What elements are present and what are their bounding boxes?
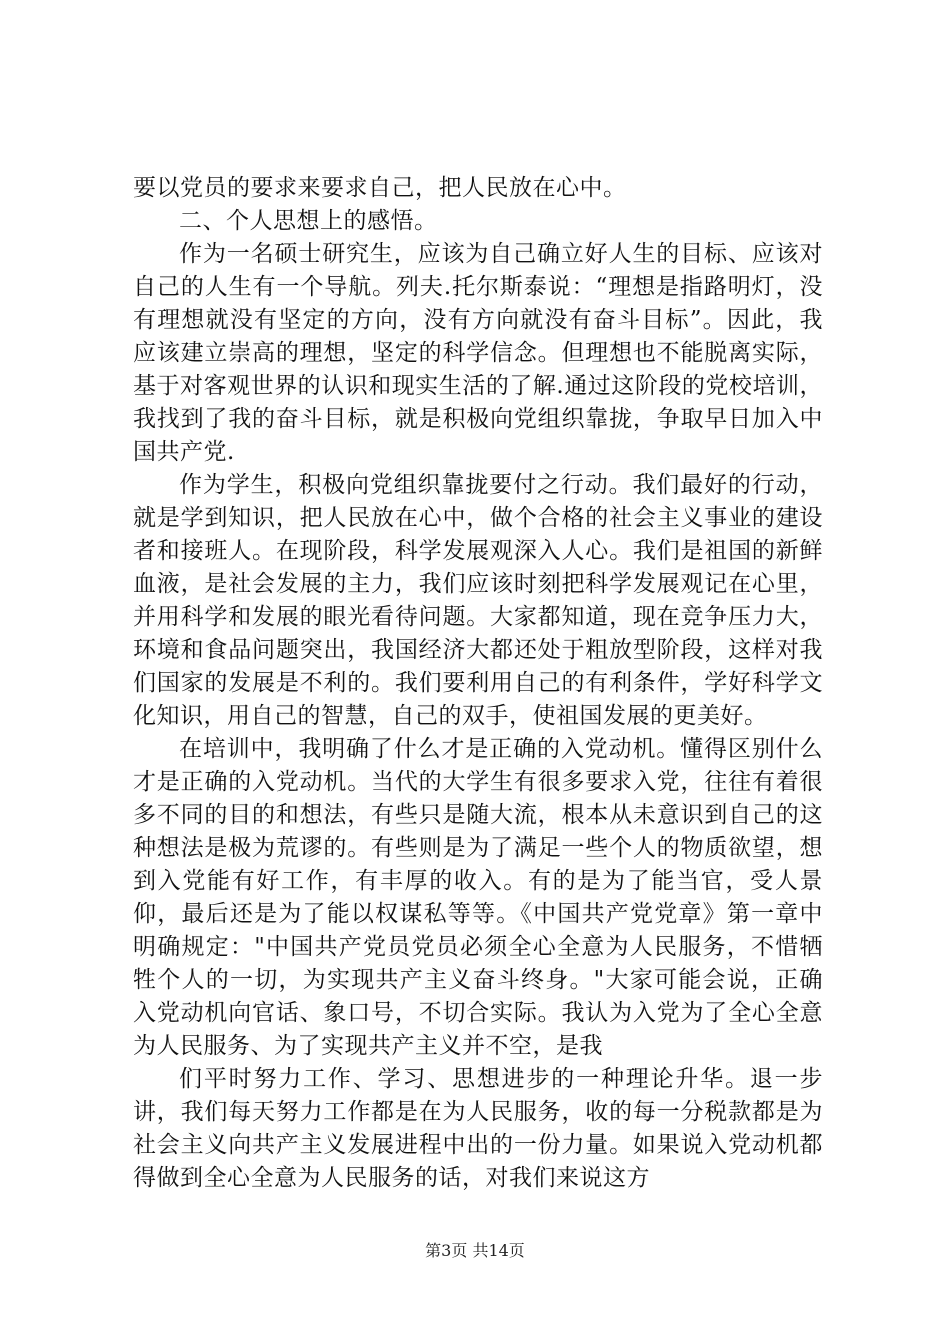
paragraph-6: 们平时努力工作、学习、思想进步的一种理论升华。退一步讲，我们每天努力工作都是在为人民服务，收的每一分税款都是为社会主义向共产主义发展进程中出的一份力量。如果说入党动机都得做到全心全意为人民服务的话，对我们来说这方	[133, 1066, 823, 1191]
page-number-footer: 第3页 共14页	[425, 1241, 525, 1260]
paragraph-3: 作为一名硕士研究生，应该为自己确立好人生的目标、应该对自己的人生有一个导航。列夫.托尔斯泰说：“理想是指路明灯，没有理想就没有坚定的方向，没有方向就没有奋斗目标”。因此，我应该建立崇高的理想，坚定的科学信念。但理想也不能脱离实际，基于对客观世界的认识和现实生活的了解.通过这阶段的党校培训，我找到了我的奋斗目标，就是积极向党组织靠拢，争取早日加入中国共产党.	[133, 241, 823, 465]
paragraph-5: 在培训中，我明确了什么才是正确的入党动机。懂得区别什么才是正确的入党动机。当代的大学生有很多要求入党，往往有着很多不同的目的和想法，有些只是随大流，根本从未意识到自己的这种想法是极为荒谬的。有些则是为了满足一些个人的物质欲望，想到入党能有好工作，有丰厚的收入。有的是为了能当官，受人景仰，最后还是为了能以权谋私等等。《中国共产党党章》第一章中明确规定："中国共产党员党员必须全心全意为人民服务，不惜牺牲个人的一切，为实现共产主义奋斗终身。"大家可能会说，正确入党动机向官话、象口号，不切合实际。我认为入党为了全心全意为人民服务、为了实现共产主义并不空，是我	[133, 736, 823, 1059]
paragraph-1: 要以党员的要求来要求自己，把人民放在心中。	[133, 175, 627, 201]
paragraph-4: 作为学生，积极向党组织靠拢要付之行动。我们最好的行动，就是学到知识，把人民放在心中，做个合格的社会主义事业的建设者和接班人。在现阶段，科学发展观深入人心。我们是祖国的新鲜血液，是社会发展的主力，我们应该时刻把科学发展观记在心里，并用科学和发展的眼光看待问题。大家都知道，现在竞争压力大，环境和食品问题突出，我国经济大都还处于粗放型阶段，这样对我们国家的发展是不利的。我们要利用自己的有利条件，学好科学文化知识，用自己的智慧，自己的双手，使祖国发展的更美好。	[133, 472, 823, 729]
paragraph-2-heading: 二、个人思想上的感悟。	[179, 208, 438, 234]
document-body	[133, 172, 823, 1195]
